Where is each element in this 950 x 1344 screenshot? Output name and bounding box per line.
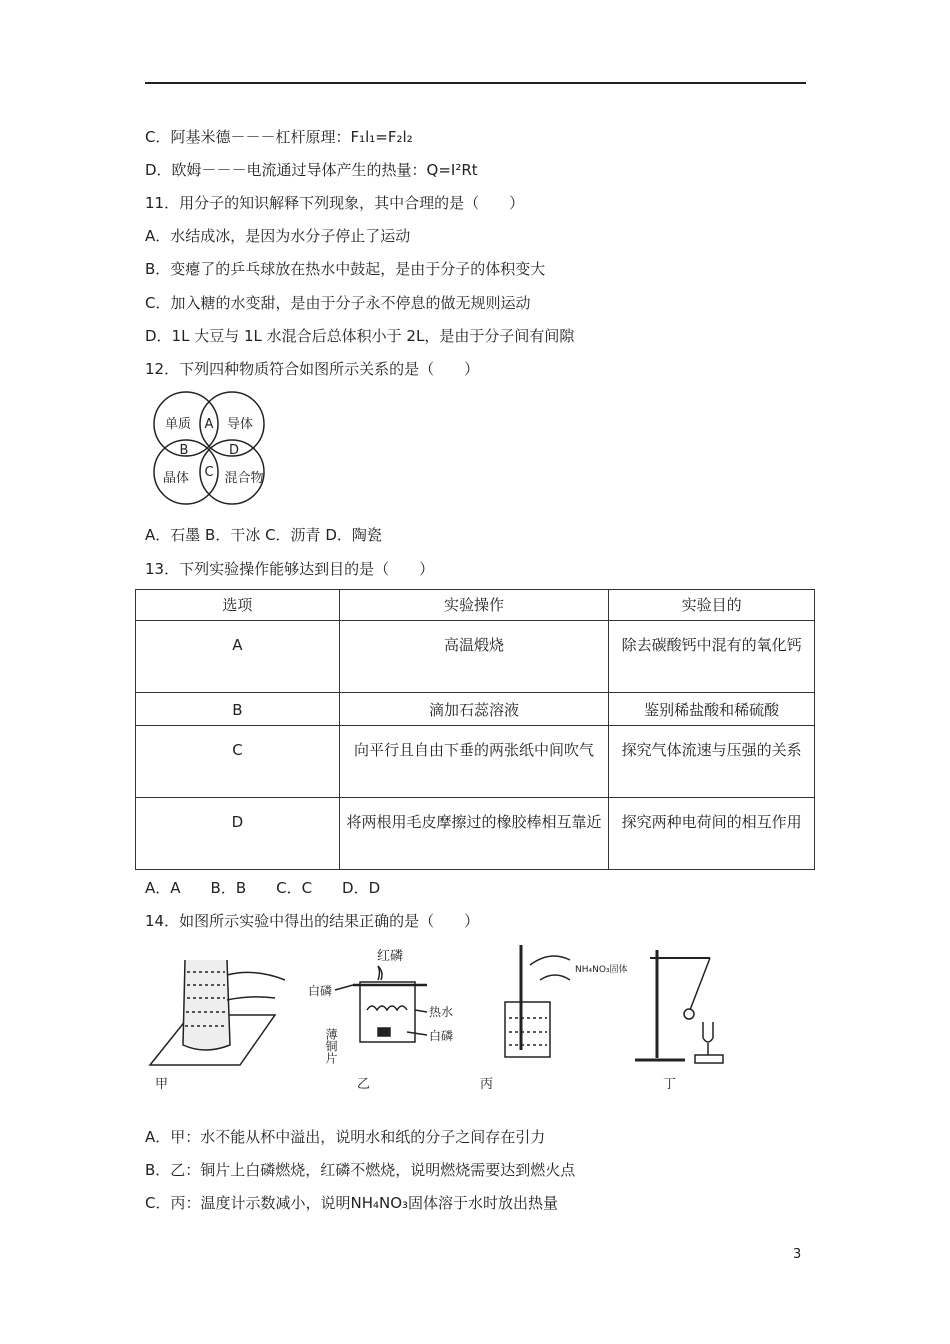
table-header-option: 选项 xyxy=(136,590,340,621)
q10-option-c: C．阿基米德－－－杠杆原理：F₁l₁=F₂l₂ xyxy=(145,128,413,146)
figure-bing xyxy=(505,945,570,1057)
figure-yi xyxy=(335,966,427,1042)
table-header-purpose: 实验目的 xyxy=(609,590,815,621)
table-cell: D xyxy=(136,798,340,870)
q11-option-c: C．加入糖的水变甜，是由于分子永不停息的做无规则运动 xyxy=(145,294,531,312)
venn-region-b: B xyxy=(179,443,189,458)
label-red-phosphorus: 红磷 xyxy=(377,949,404,964)
label-thin-copper: 薄铜片 xyxy=(324,1028,338,1064)
venn-region-a: A xyxy=(204,417,214,432)
experiment-table xyxy=(135,589,815,870)
table-row xyxy=(136,726,815,798)
figure-label-bing: 丙 xyxy=(480,1077,494,1092)
header-rule xyxy=(145,82,806,84)
q12-stem: 12．下列四种物质符合如图所示关系的是（ ） xyxy=(145,360,480,378)
q11-option-b: B．变瘪了的乒乓球放在热水中鼓起，是由于分子的体积变大 xyxy=(145,260,546,278)
figure-ding xyxy=(635,950,723,1063)
figure-label-ding: 丁 xyxy=(663,1077,677,1092)
q13-options: A．A B．B C．C D．D xyxy=(145,879,381,897)
label-nh4no3: NH₄NO₃固体 xyxy=(575,965,628,975)
table-cell: 鉴别稀盐酸和稀硫酸 xyxy=(609,693,815,726)
venn-label-elements: 单质 xyxy=(164,417,192,432)
q14-option-c: C．丙：温度计示数减小，说明NH₄NO₃固体溶于水时放出热量 xyxy=(145,1194,559,1212)
table-cell: 探究两种电荷间的相互作用 xyxy=(609,798,815,870)
venn-diagram xyxy=(146,390,272,510)
experiment-figures xyxy=(145,940,740,1092)
q11-stem: 11．用分子的知识解释下列现象，其中合理的是（ ） xyxy=(145,194,525,212)
venn-region-d: D xyxy=(228,443,240,458)
table-header-row xyxy=(136,590,815,621)
q14-option-a: A．甲：水不能从杯中溢出，说明水和纸的分子之间存在引力 xyxy=(145,1128,546,1146)
q11-option-a: A．水结成冰，是因为水分子停止了运动 xyxy=(145,227,411,245)
table-cell: 除去碳酸钙中混有的氧化钙 xyxy=(609,621,815,693)
q11-option-d: D．1L 大豆与 1L 水混合后总体积小于 2L，是由于分子间有间隙 xyxy=(145,327,575,345)
table-cell: 将两根用毛皮摩擦过的橡胶棒相互靠近 xyxy=(339,798,608,870)
table-row xyxy=(136,621,815,693)
table-header-operation: 实验操作 xyxy=(339,590,608,621)
q13-stem: 13．下列实验操作能够达到目的是（ ） xyxy=(145,560,435,578)
q12-options: A．石墨 B．干冰 C．沥青 D．陶瓷 xyxy=(145,526,382,544)
table-cell: B xyxy=(136,693,340,726)
venn-label-mixture: 混合物 xyxy=(224,471,264,486)
q10-option-d: D．欧姆－－－电流通过导体产生的热量：Q=I²Rt xyxy=(145,161,478,179)
page-number: 3 xyxy=(793,1247,802,1262)
table-cell: A xyxy=(136,621,340,693)
label-hot-water: 热水 xyxy=(429,1005,454,1019)
figure-label-yi: 乙 xyxy=(357,1077,371,1092)
label-white-phosphorus-bottom: 白磷 xyxy=(429,1029,454,1043)
table-cell: 向平行且自由下垂的两张纸中间吹气 xyxy=(339,726,608,798)
q14-stem: 14．如图所示实验中得出的结果正确的是（ ） xyxy=(145,912,480,930)
table-row xyxy=(136,693,815,726)
venn-label-crystal: 晶体 xyxy=(162,471,190,486)
q14-option-b: B．乙：铜片上白磷燃烧，红磷不燃烧，说明燃烧需要达到燃火点 xyxy=(145,1161,576,1179)
table-cell: 高温煅烧 xyxy=(339,621,608,693)
table-cell: 滴加石蕊溶液 xyxy=(339,693,608,726)
venn-label-conductor: 导体 xyxy=(226,417,254,432)
table-row xyxy=(136,798,815,870)
table-cell: 探究气体流速与压强的关系 xyxy=(609,726,815,798)
table-cell: C xyxy=(136,726,340,798)
figure-label-jia: 甲 xyxy=(155,1077,169,1092)
label-white-phosphorus-top: 白磷 xyxy=(308,984,333,998)
venn-region-c: C xyxy=(204,465,214,480)
figure-jia xyxy=(150,960,285,1065)
